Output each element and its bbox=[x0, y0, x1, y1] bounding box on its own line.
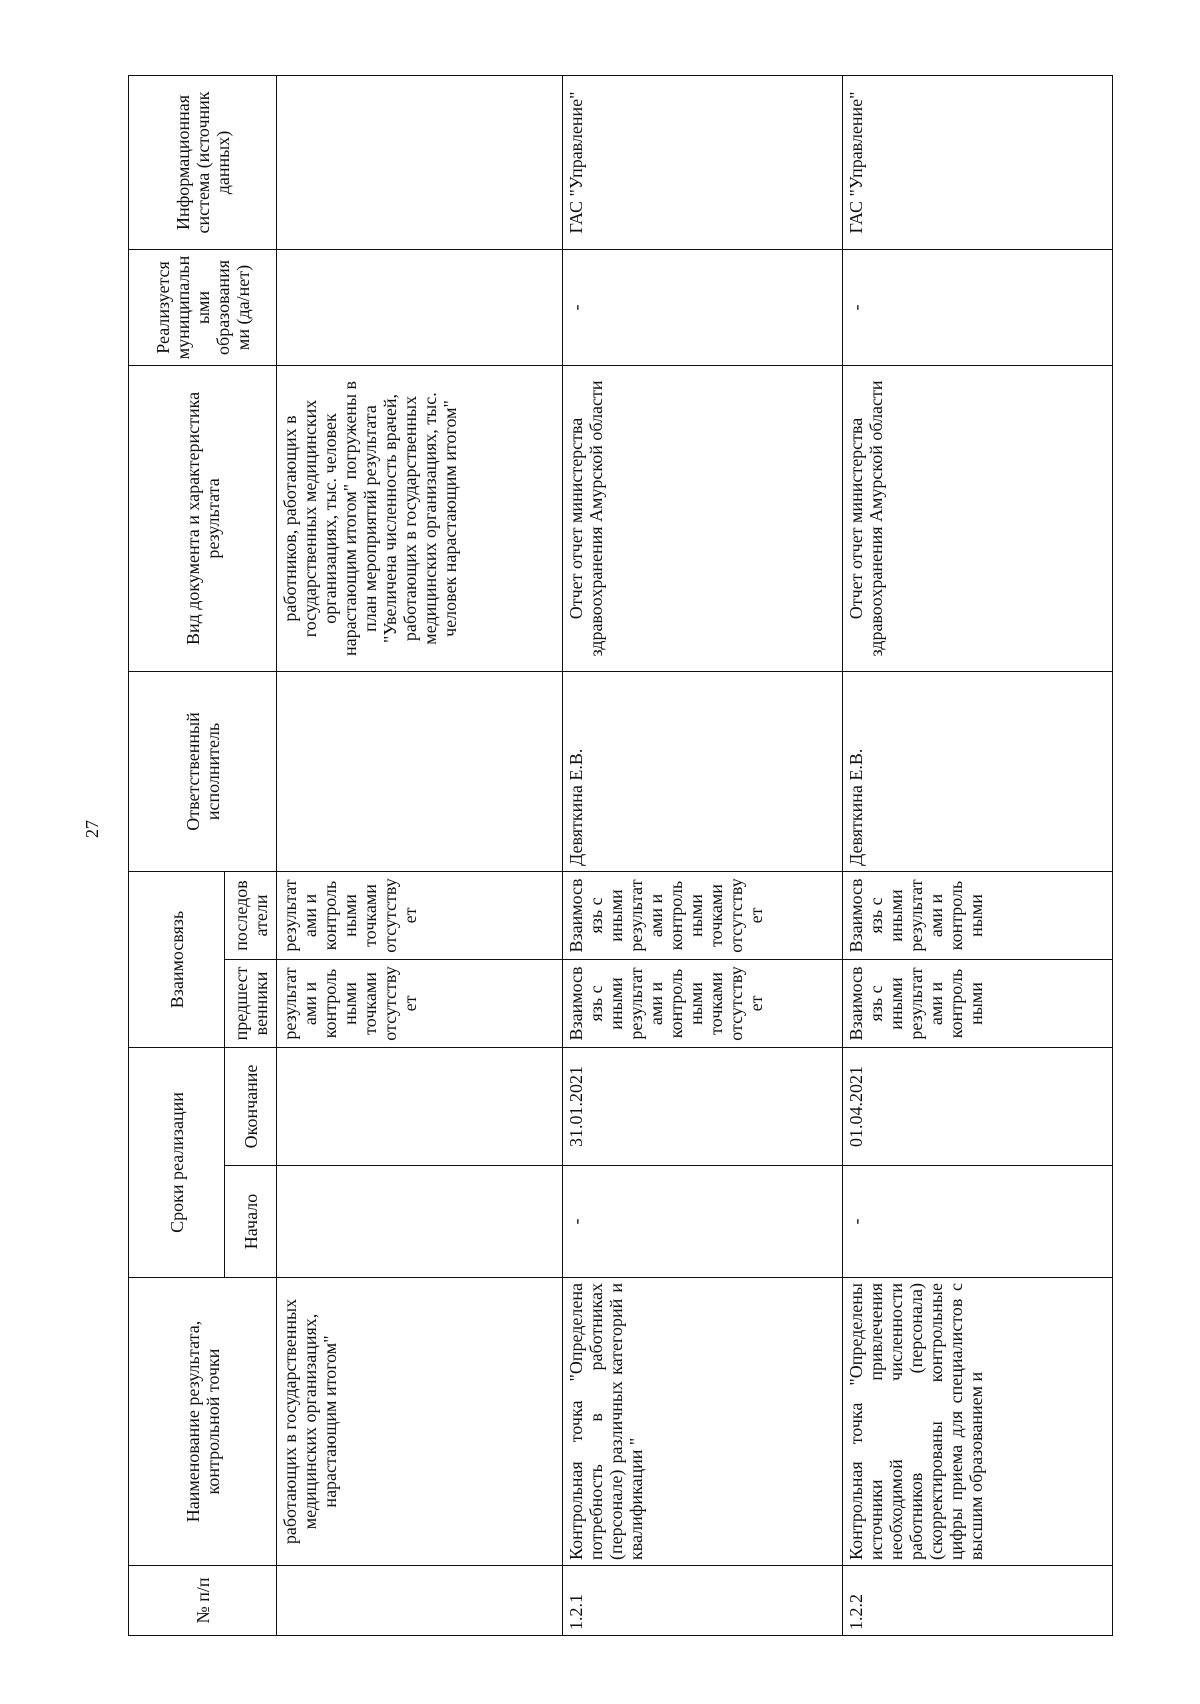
row-end: 01.04.2021 bbox=[843, 1047, 1113, 1165]
row-info-system: ГАС "Управление" bbox=[843, 75, 1113, 249]
row-info-system bbox=[277, 75, 563, 249]
header-terms: Сроки реализации bbox=[129, 1047, 225, 1277]
page-number: 27 bbox=[82, 820, 102, 838]
row-start: - bbox=[563, 1166, 843, 1278]
row-responsible: Девяткина Е.В. bbox=[563, 671, 843, 871]
header-end: Окончание bbox=[225, 1047, 277, 1165]
rotated-page bbox=[128, 76, 1128, 1636]
row-responsible: Девяткина Е.В. bbox=[843, 671, 1113, 871]
header-responsible: Ответственный исполнитель bbox=[129, 671, 277, 871]
header-link: Взаимосвязь bbox=[129, 871, 225, 1047]
table-row bbox=[843, 75, 1113, 1635]
row-end bbox=[277, 1047, 563, 1165]
row-predecessors: Взаимосвязь с иными результатами и контрольными bbox=[843, 959, 1113, 1047]
row-name: Контрольная точка "Определены источники привлечения необходимой численности работников (персонала) (скорректированы контрольные цифры приема для специалистов с высшим образованием и bbox=[843, 1278, 1113, 1566]
row-info-system: ГАС "Управление" bbox=[563, 75, 843, 249]
row-end: 31.01.2021 bbox=[563, 1047, 843, 1165]
row-start bbox=[277, 1166, 563, 1278]
row-name: Контрольная точка "Определена потребность в работниках (персонале) различных категорий и квалификации " bbox=[563, 1278, 843, 1566]
row-num: 1.2.2 bbox=[843, 1566, 1113, 1636]
row-successors: результатами и контрольными точками отсутствует bbox=[277, 871, 563, 959]
header-municipal: Реализуется муниципальными образованиями (да/нет) bbox=[129, 249, 277, 365]
row-name: работающих в государственных медицинских организациях, нарастающим итогом" bbox=[277, 1278, 563, 1566]
header-info-system: Информационная система (источник данных) bbox=[129, 75, 277, 249]
header-num: № п/п bbox=[129, 1566, 277, 1636]
row-predecessors: Взаимосвязь с иными результатами и контрольными точками отсутствует bbox=[563, 959, 843, 1047]
row-municipal: - bbox=[563, 249, 843, 365]
row-successors: Взаимосвязь с иными результатами и контрольными точками отсутствует bbox=[563, 871, 843, 959]
table-row bbox=[563, 75, 843, 1635]
header-successors: последователи bbox=[225, 871, 277, 959]
table-row bbox=[277, 75, 563, 1635]
row-start: - bbox=[843, 1166, 1113, 1278]
row-responsible bbox=[277, 671, 563, 871]
row-predecessors: результатами и контрольными точками отсутствует bbox=[277, 959, 563, 1047]
row-document: работников, работающих в государственных медицинских организациях, тыс. человек нарастающим итогом" погружены в план мероприятий результата "Увеличена численность врачей, работающих в государственных медицинских организациях, тыс. человек нарастающим итогом" bbox=[277, 365, 563, 671]
row-municipal: - bbox=[843, 249, 1113, 365]
header-document: Вид документа и характеристика результата bbox=[129, 365, 277, 671]
row-num: 1.2.1 bbox=[563, 1566, 843, 1636]
header-name: Наименование результата, контрольной точки bbox=[129, 1278, 277, 1566]
results-table bbox=[128, 75, 1113, 1636]
row-num bbox=[277, 1566, 563, 1636]
row-municipal bbox=[277, 249, 563, 365]
row-document: Отчет отчет министерства здравоохранения Амурской области bbox=[563, 365, 843, 671]
row-successors: Взаимосвязь с иными результатами и контрольными bbox=[843, 871, 1113, 959]
row-document: Отчет отчет министерства здравоохранения Амурской области bbox=[843, 365, 1113, 671]
header-predecessors: предшественники bbox=[225, 959, 277, 1047]
header-start: Начало bbox=[225, 1166, 277, 1278]
